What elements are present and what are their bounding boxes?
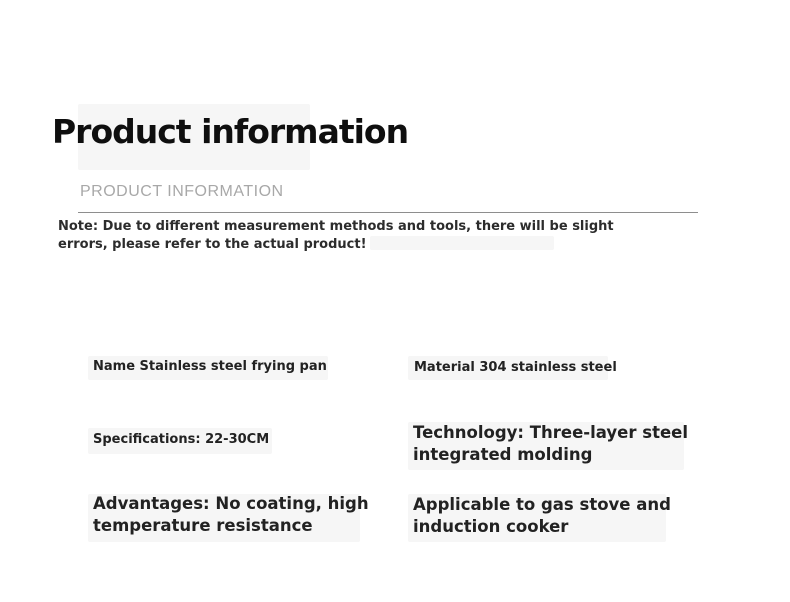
spec-applicable-line-1: Applicable to gas stove and <box>413 495 671 514</box>
spec-advantages-line-2: temperature resistance <box>93 516 313 535</box>
spec-advantages-line-1: Advantages: No coating, high <box>93 494 369 513</box>
spec-material: Material 304 stainless steel <box>414 360 617 375</box>
measurement-note <box>58 218 638 254</box>
note-line-2: errors, please refer to the actual product! <box>58 237 367 252</box>
page-subtitle: PRODUCT INFORMATION <box>80 183 284 200</box>
spec-applicable <box>413 494 671 538</box>
spec-technology-line-2: integrated molding <box>413 445 593 464</box>
note-line-1: Note: Due to different measurement methods and tools, there will be slight <box>58 219 614 234</box>
spec-applicable-line-2: induction cooker <box>413 517 569 536</box>
spec-technology-line-1: Technology: Three-layer steel <box>413 423 688 442</box>
divider <box>78 212 698 213</box>
spec-specifications: Specifications: 22-30CM <box>93 432 270 447</box>
spec-advantages <box>93 493 369 537</box>
spec-technology <box>413 422 688 466</box>
page-title: Product information <box>52 112 409 151</box>
spec-name: Name Stainless steel frying pan <box>93 359 327 374</box>
